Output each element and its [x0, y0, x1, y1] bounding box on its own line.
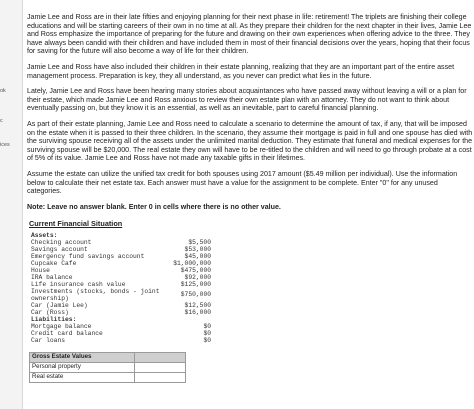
gross-estate-header: Gross Estate Values [30, 352, 135, 362]
asset-value: $53,000 [184, 245, 211, 253]
gross-estate-row-label: Personal property [30, 362, 135, 372]
asset-value: $45,000 [184, 252, 211, 260]
asset-value: $5,500 [188, 238, 211, 246]
estate-planning-paragraph: Jamie Lee and Ross have also included their children in their estate planning, realizing that they are an important part of the entire asset management process. Preparation is key, they all understand, as you never can predict what lies in the future. [27, 62, 455, 80]
sidebar-fragment: ices [0, 142, 10, 148]
asset-label: Investments (stocks, bonds - joint ownership) [31, 287, 160, 302]
gross-estate-table [29, 352, 186, 383]
sidebar-fragment: c [0, 118, 3, 124]
liability-value: $0 [203, 322, 211, 330]
asset-value: $475,000 [180, 266, 211, 274]
asset-label: Emergency fund savings account [31, 252, 145, 260]
assets-header: Assets: [31, 231, 58, 239]
intro-paragraph: Jamie Lee and Ross are in their late fifties and enjoying planning for their next phase in life: retirement! The triplets are finishing their college educations and will be starting careers of their own in no time at all. As they prepare their children for the next chapter in their lives, Jamie Lee and Ross emphasize the importance of preparing for the future and drawing on their own experiences when offering advice to the three. They have always been candid with their children and have included them in most of their financial decisions over the years, hoping that their focus for saving for the future will also become a way of life for their children. [27, 13, 472, 56]
asset-label: Checking account [31, 238, 92, 246]
personal-property-input[interactable] [135, 362, 186, 372]
gross-estate-row-label: Real estate [30, 372, 135, 382]
liabilities-header: Liabilities: [31, 315, 77, 323]
asset-value: $92,000 [184, 273, 211, 281]
liability-value: $0 [203, 336, 211, 344]
asset-label: House [31, 266, 50, 274]
liability-value: $0 [203, 329, 211, 337]
will-paragraph: Lately, Jamie Lee and Ross have been hearing many stories about acquaintances who have passed away without leaving a will or a plan for their estate, which made Jamie Lee and Ross anxious to review their own estate plan with an attorney. They do not want to think about eventually passing on, but they know it is an essential, as well as an inevitable, part to careful financial planning. [27, 87, 467, 113]
financial-situation-list [31, 232, 474, 344]
asset-value: $16,000 [184, 308, 211, 316]
liability-label: Mortgage balance [31, 322, 92, 330]
liability-label: Credit card balance [31, 329, 103, 337]
asset-label: Savings account [31, 245, 88, 253]
asset-label: Car (Ross) [31, 308, 69, 316]
asset-value: $750,000 [180, 291, 211, 299]
left-sidebar [0, 0, 23, 409]
asset-label: Car (Jamie Lee) [31, 301, 88, 309]
question-content [27, 0, 474, 409]
asset-label: Cupcake Cafe [31, 259, 77, 267]
asset-value: $12,500 [184, 301, 211, 309]
real-estate-input[interactable] [135, 372, 186, 382]
instructions-paragraph: Assume the estate can utilize the unified tax credit for both spouses using 2017 amount ($5.49 million per individual). Use the information below to calculate their net estate tax. Each answer must have a value for the assignment to be complete. Enter "0" for any unused categories. [27, 169, 458, 196]
asset-label: IRA balance [31, 273, 73, 281]
sidebar-fragment: ok [0, 88, 6, 94]
note-text: Note: Leave no answer blank. Enter 0 in cells where there is no other value. [27, 202, 281, 211]
financial-situation-title: Current Financial Situation [29, 219, 123, 229]
asset-value: $125,000 [180, 280, 211, 288]
scenario-paragraph: As part of their estate planning, Jamie Lee and Ross need to calculate a scenario to determine the amount of tax, if any, that will be imposed on the estate when it is passed to their three children. In the scenario, they assume their mortgage is paid in full and one spouse has died with the surviving spouse receiving all of the assets under the unlimited marital deduction. They estimate that funeral and medical expenses for the surviving spouse will be $20,000. The real estate they own will have to be re-titled to the children and will need to go through probate at a cost of 5% of its value. Jamie Lee and Ross have not made any taxable gifts in their lifetimes. [27, 119, 473, 163]
liability-label: Car loans [31, 336, 66, 344]
asset-value: $1,000,000 [173, 259, 211, 267]
gross-estate-header-blank [135, 352, 186, 362]
asset-label: Life insurance cash value [31, 280, 126, 288]
